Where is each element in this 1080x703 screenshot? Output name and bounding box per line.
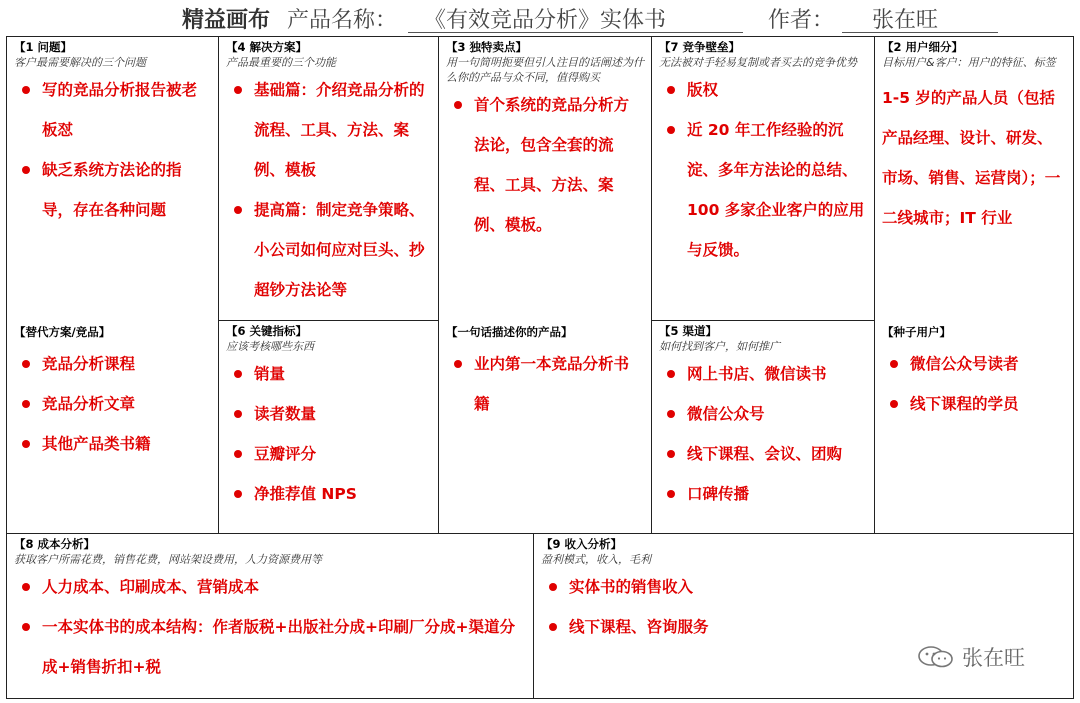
- channels-cell: [653, 322, 873, 532]
- canvas-header: [0, 0, 1080, 36]
- list-item: 销量: [226, 354, 431, 394]
- list-item: 提高篇：制定竞争策略、小公司如何应对巨头、抄超钞方法论等: [226, 190, 431, 310]
- list-item: 线下课程、会议、团购: [659, 434, 867, 474]
- bullet-icon: [549, 583, 557, 591]
- revenue-cell: [535, 535, 1071, 697]
- list-item: 实体书的销售收入: [541, 567, 1065, 607]
- grid-divider-h-advantage: [651, 320, 874, 321]
- channels-title: 【5 渠道】: [659, 324, 718, 338]
- solution-description: 产品最重要的三个功能: [226, 56, 336, 69]
- one-liner-title: 【一句话描述你的产品】: [446, 325, 573, 339]
- grid-border-right: [1073, 36, 1074, 699]
- bullet-icon: [22, 583, 30, 591]
- grid-border-bottom: [6, 698, 1074, 699]
- metrics-title: 【6 关键指标】: [226, 324, 308, 338]
- wechat-icon: [916, 645, 956, 669]
- bullet-icon: [667, 86, 675, 94]
- list-item: 首个系统的竞品分析方法论，包含全套的流程、工具、方法、案例、模板。: [446, 85, 644, 245]
- list-item: 竞品分析课程: [14, 344, 211, 384]
- segments-cell: [876, 38, 1072, 320]
- grid-divider-v4: [874, 36, 875, 533]
- bullet-icon: [454, 101, 462, 109]
- list-item: 口碑传播: [659, 474, 867, 514]
- bullet-icon: [234, 410, 242, 418]
- list-item: 净推荐值 NPS: [226, 474, 431, 514]
- bullet-icon: [667, 450, 675, 458]
- uvp-description: 用一句简明扼要但引人注目的话阐述为什么你的产品与众不同，值得购买: [446, 56, 644, 84]
- cost-cell: [8, 535, 532, 697]
- problem-title: 【1 问题】: [14, 40, 73, 54]
- bullet-icon: [234, 206, 242, 214]
- bullet-icon: [22, 623, 30, 631]
- bullet-icon: [667, 126, 675, 134]
- early-adopters-cell: [876, 323, 1072, 532]
- list-item: 版权: [659, 70, 867, 110]
- grid-divider-h-main: [6, 533, 1074, 534]
- bullet-icon: [890, 360, 898, 368]
- solution-cell: [220, 38, 437, 319]
- alternatives-cell: [8, 323, 217, 532]
- list-item: 微信公众号: [659, 394, 867, 434]
- bullet-icon: [549, 623, 557, 631]
- bullet-icon: [234, 490, 242, 498]
- bullet-icon: [22, 440, 30, 448]
- one-liner-cell: [440, 323, 650, 532]
- watermark: [916, 642, 1025, 672]
- bullet-icon: [454, 360, 462, 368]
- list-item: 基础篇：介绍竞品分析的流程、工具、方法、案例、模板: [226, 70, 431, 190]
- bullet-icon: [667, 490, 675, 498]
- channels-description: 如何找到客户，如何推广: [659, 340, 780, 353]
- list-item: 其他产品类书籍: [14, 424, 211, 464]
- list-item: 竞品分析文章: [14, 384, 211, 424]
- list-item: 线下课程的学员: [882, 384, 1066, 424]
- list-item: 读者数量: [226, 394, 431, 434]
- bullet-icon: [22, 86, 30, 94]
- author-label: 作者：: [768, 8, 835, 33]
- metrics-cell: [220, 322, 437, 532]
- canvas-title: 精益画布: [182, 8, 271, 33]
- bullet-icon: [22, 360, 30, 368]
- grid-divider-v2: [438, 36, 439, 533]
- list-item: 豆瓣评分: [226, 434, 431, 474]
- list-item: 缺乏系统方法论的指导，存在各种问题: [14, 150, 211, 230]
- uvp-title: 【3 独特卖点】: [446, 40, 528, 54]
- grid-divider-bottom-v: [533, 533, 534, 699]
- early-adopters-title: 【种子用户】: [882, 325, 951, 339]
- grid-border-top: [6, 36, 1074, 37]
- bullet-icon: [234, 370, 242, 378]
- grid-border-left: [6, 36, 7, 699]
- segments-text: 1-5 岁的产品人员（包括产品经理、设计、研发、市场、销售、运营岗）；一二线城市；IT 行业: [882, 89, 1061, 227]
- uvp-cell: [440, 38, 650, 320]
- bullet-icon: [667, 370, 675, 378]
- solution-title: 【4 解决方案】: [226, 40, 308, 54]
- list-item: 微信公众号读者: [882, 344, 1066, 384]
- list-item: 网上书店、微信读书: [659, 354, 867, 394]
- list-item: 写的竞品分析报告被老板怼: [14, 70, 211, 150]
- grid-divider-v1: [218, 36, 219, 533]
- segments-title: 【2 用户细分】: [882, 40, 964, 54]
- product-name-field: 《有效竞品分析》实体书: [408, 3, 743, 33]
- list-item: 线下课程、咨询服务: [541, 607, 1065, 647]
- advantage-description: 无法被对手轻易复制或者买去的竞争优势: [659, 56, 857, 69]
- cost-description: 获取客户所需花费，销售花费，网站架设费用，人力资源费用等: [14, 553, 322, 566]
- author-field: 张在旺: [842, 3, 998, 33]
- list-item: 人力成本、印刷成本、营销成本: [14, 567, 526, 607]
- problem-cell: [8, 38, 217, 320]
- revenue-title: 【9 收入分析】: [541, 537, 623, 551]
- list-item: 一本实体书的成本结构：作者版税+出版社分成+印刷厂分成+渠道分成+销售折扣+税: [14, 607, 526, 687]
- bullet-icon: [890, 400, 898, 408]
- bullet-icon: [667, 410, 675, 418]
- metrics-description: 应该考核哪些东西: [226, 340, 314, 353]
- bullet-icon: [22, 166, 30, 174]
- bullet-icon: [234, 450, 242, 458]
- product-name-label: 产品名称：: [287, 8, 398, 33]
- watermark-text: 张在旺: [962, 646, 1025, 670]
- grid-divider-h-solution: [218, 320, 438, 321]
- list-item: 近 20 年工作经验的沉淀、多年方法论的总结、100 多家企业客户的应用与反馈。: [659, 110, 867, 270]
- segments-description: 目标用户&客户：用户的特征、标签: [882, 56, 1056, 69]
- list-item: 业内第一本竞品分析书籍: [446, 344, 644, 424]
- grid-divider-v3: [651, 36, 652, 533]
- advantage-title: 【7 竞争壁垒】: [659, 40, 741, 54]
- cost-title: 【8 成本分析】: [14, 537, 96, 551]
- problem-description: 客户最需要解决的三个问题: [14, 56, 146, 69]
- advantage-cell: [653, 38, 873, 319]
- bullet-icon: [234, 86, 242, 94]
- revenue-description: 盈利模式，收入，毛利: [541, 553, 651, 566]
- bullet-icon: [22, 400, 30, 408]
- alternatives-title: 【替代方案/竞品】: [14, 325, 111, 339]
